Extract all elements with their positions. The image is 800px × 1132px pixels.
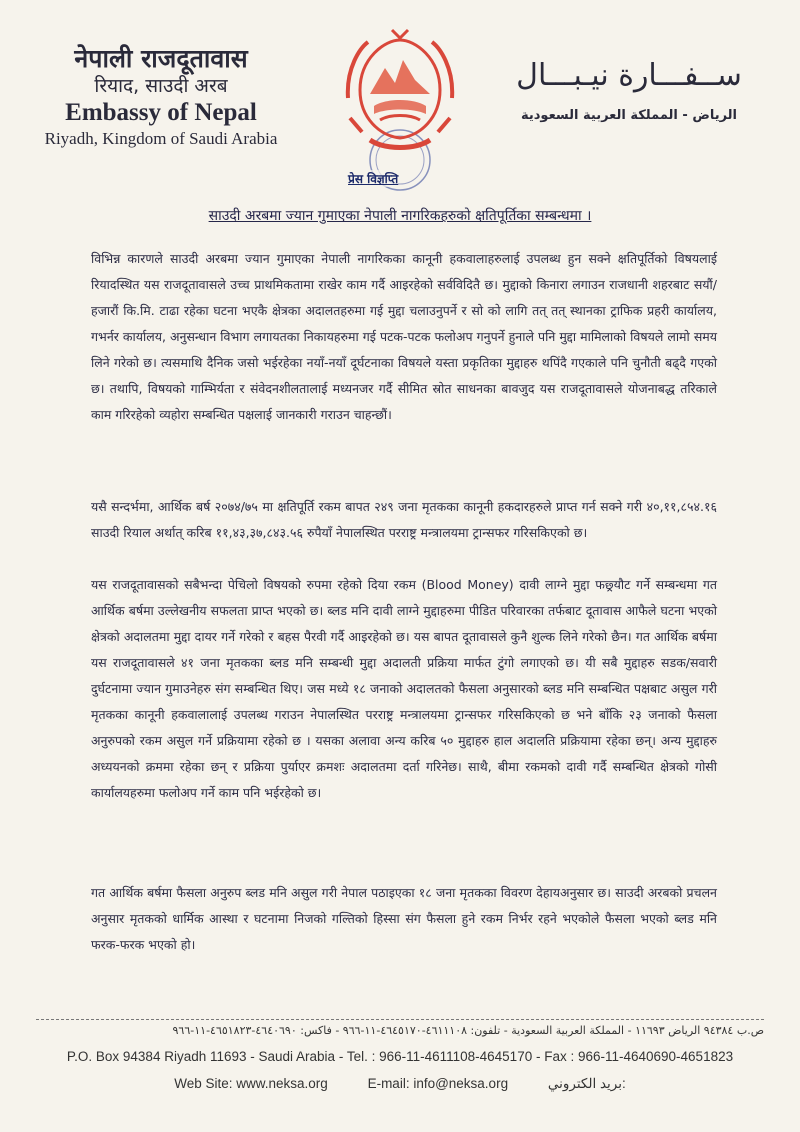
footer-address-english: P.O. Box 94384 Riyadh 11693 - Saudi Arabia - Tel. : 966-11-4611108-4645170 - Fax : 966-11-4640690-4651823 xyxy=(66,1049,734,1064)
footer-website[interactable]: Web Site: www.neksa.org xyxy=(174,1076,328,1091)
embassy-city-english: Riyadh, Kingdom of Saudi Arabia xyxy=(44,129,278,148)
embassy-name-nepali: नेपाली राजदूतावास xyxy=(74,44,248,73)
letterhead-right xyxy=(494,56,764,123)
embassy-city-nepali: रियाद, साउदी अरब xyxy=(94,75,228,97)
paragraph-2: यसै सन्दर्भमा, आर्थिक बर्ष २०७४/७५ मा क्षतिपूर्ति रकम बापत २४९ जना मृतकका कानूनी हकदारहरुले प्राप्त गर्न सक्ने गरी ४०,११,८५४.१६ साउदी रियाल अर्थात् करिब ११,४३,३७,८४३.५६ रुपैयाँ नेपालस्थित परराष्ट्र मन्त्रालयमा ट्रान्सफर गरिसकिएको छ। xyxy=(91,499,717,540)
footer-address-arabic: ص.ب ٩٤٣٨٤ الرياض ١١٦٩٣ - المملكة العربية السعودية - تلفون: ٤٦١١١٠٨-٤٦٤٥١٧٠-١١-٩٦٦ - فاكس: ٤٦٤٠٦٩٠-٤٦٥١٨٢٣-١١-٩٦٦ xyxy=(172,1024,764,1037)
footer-email[interactable]: E-mail: info@neksa.org xyxy=(367,1076,509,1091)
paragraph-3: यस राजदूतावासको सबैभन्दा पेचिलो विषयको रुपमा रहेको दिया रकम (Blood Money) दावी लाग्ने मुद्दा फछ्र्यौट गर्ने सम्बन्धमा गत आर्थिक बर्षमा उल्लेखनीय सफलता प्राप्त भएको छ। ब्लड मनि दावी लाग्ने मुद्दाहरुमा पीडित परिवारका तर्फबाट दूतावास आफैले घटना भएको क्षेत्रको अदालतमा मुद्दा दायर गर्ने गरेको र बहस पैरवी गर्दै आइरहेको छ। यस बापत दूतावासले कुनै शुल्क लिने गरेको छैन। गत आर्थिक बर्षमा यस राजदूतावासले ४१ जना मृतकका ब्लड मनि सम्बन्धी मुद्दा अदालती प्रक्रिया मार्फत टुंगो लगाएको छ। यी सबै मुद्दाहरु सडक/सवारी दुर्घटनामा ज्यान गुमाउनेहरु संग सम्बन्धित थिए। जस मध्ये १८ जनाको अदालतको फैसला अनुसारको ब्लड मनि सम्बन्धित पक्षबाट असुल गरी मृतकका कानूनी हकवालालाई उपलब्ध गराउन नेपालस्थित परराष्ट्र मन्त्रालयमा ट्रान्सफर गरिसकिएको छ भने बाँकि २३ जनाको फैसला अनुरुपको रकम असुल गर्ने प्रक्रियामा रहेको छ । यसका अलावा अन्य करिब ५० मुद्दाहरु हाल अदालति प्रक्रियामा रहेका छन्। अन्य मुद्दाहरु अध्ययनको क्रममा रहेका छन् र प्रक्रिया पुर्याएर क्रमशः अदालतमा दर्ता गरिनेछ। साथै, बीमा रकमको दावी गर्दै सम्बन्धित क्षेत्रको गोसी कार्यालयहरुमा फलोअप गर्ने काम पनि भईरहेको छ। xyxy=(91,577,717,800)
footer-contact xyxy=(36,1076,764,1092)
footer-divider xyxy=(36,1019,764,1020)
press-release-stamp: प्रेस विज्ञप्ति xyxy=(348,172,399,186)
paragraph-4: गत आर्थिक बर्षमा फैसला अनुरुप ब्लड मनि असुल गरी नेपाल पठाइएका १८ जना मृतकका विवरण देहायअनुसार छ। साउदी अरबको प्रचलन अनुसार मृतकको धार्मिक आस्था र घटनामा निजको गल्तिको हिस्सा संग फैसला हुने रकम निर्भर रहने भएकोले फैसला भएको ब्लड मनि फरक-फरक भएको हो। xyxy=(91,885,717,952)
embassy-name-arabic: ســفـــارة نيـبـــال xyxy=(516,58,742,93)
subject-heading: साउदी अरबमा ज्यान गुमाएका नेपाली नागरिकहरुको क्षतिपूर्तिका सम्बन्धमा । xyxy=(208,208,592,224)
embassy-name-english: Embassy of Nepal xyxy=(65,99,257,126)
letterhead-left xyxy=(36,44,286,150)
footer-email-arabic-label: بريد الكتروني: xyxy=(547,1076,626,1091)
nepal-emblem-icon xyxy=(340,28,460,193)
paragraph-1: विभिन्न कारणले साउदी अरबमा ज्यान गुमाएका नेपाली नागरिकका कानूनी हकवालाहरुलाई उपलब्ध हुन सक्ने क्षतिपूर्तिको विषयलाई रियादस्थित यस राजदूतावासले उच्च प्राथमिकतामा राखेर काम गर्दै आइरहेको सर्वविदितै छ। मुद्दाको किनारा लगाउन राजधानी शहरबाट सयौं/हजारौं कि.मि. टाढा रहेका घटना भएकै क्षेत्रका अदालतहरुमा गई मुद्दा चलाउनुपर्ने र सो को लागि तत् तत् स्थानका ट्राफिक प्रहरी कार्यालय, गभर्नर कार्यालय, अनुसन्धान विभाग लगायतका निकायहरुमा गई पटक-पटक फलोअप गनुपर्ने हुनाले पनि मुद्दा मामिलाको विषयले लामो समय लिने गरेको छ। त्यसमाथि दैनिक जसो भईरहेका नयाँ-नयाँ दूर्घटनाका विषयले यस्ता प्रकृतिका मुद्दाहरु थपिंदै गएकाले पनि चुनौती बढ्दै गएको छ। तथापि, विषयको गाम्भिर्यता र संवेदनशीलतालाई मध्यनजर गर्दै सीमित स्रोत साधनका बावजुद यस राजदूतावासले योजनाबद्ध तरिकाले काम गरिरहेको व्यहोरा सम्बन्धित पक्षलाई जानकारी गराउन चाहन्छौं। xyxy=(91,251,717,422)
embassy-city-arabic: الرياض - المملكة العربية السعودية xyxy=(520,108,738,123)
